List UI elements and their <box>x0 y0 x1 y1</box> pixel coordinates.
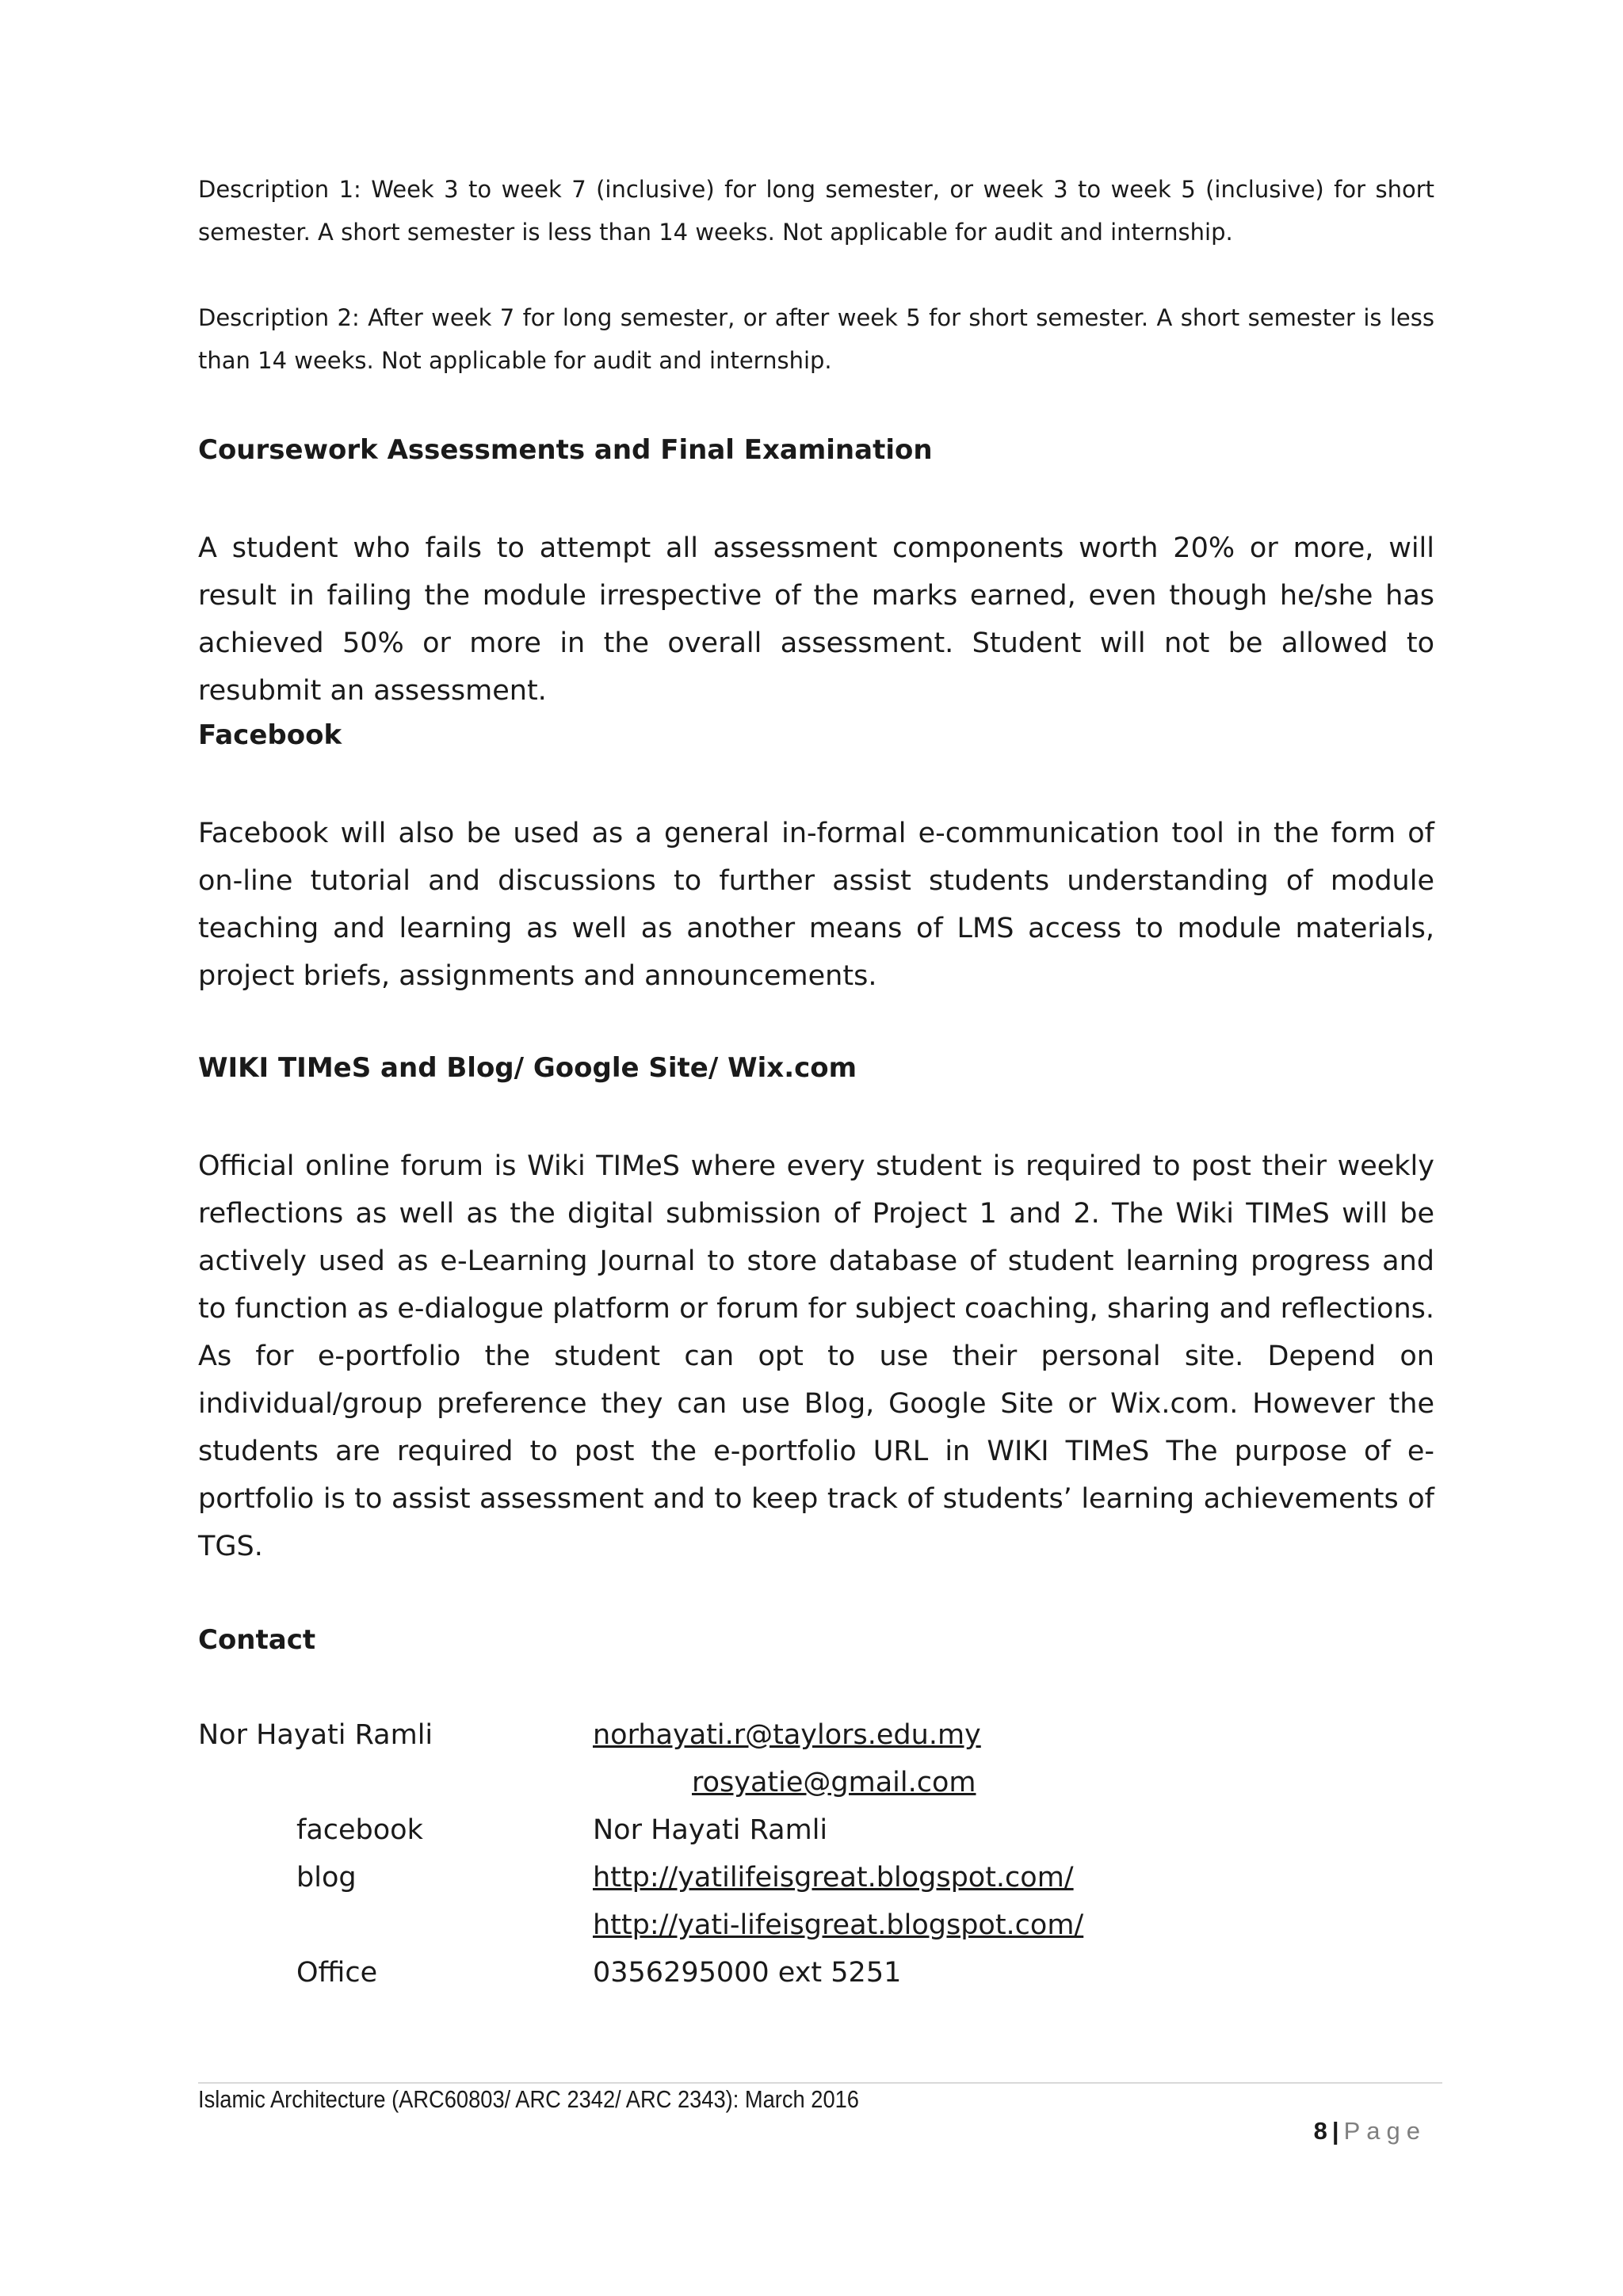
description-2: Description 2: After week 7 for long semester, or after week 5 for short semester. A short semester is less than 14 weeks. Not applicable for audit and internship. <box>198 304 1434 374</box>
description-1: Description 1: Week 3 to week 7 (inclusive) for long semester, or week 3 to week 5 (inclusive) for short semester. A short semester is less than 14 weeks. Not applicable for audit and internship. <box>198 176 1434 246</box>
footer-divider <box>198 2082 1442 2084</box>
page-number-value: 8 <box>1313 2117 1327 2145</box>
facebook-heading: Facebook <box>198 719 342 751</box>
email-link-taylors[interactable]: norhayati.r@taylors.edu.my <box>593 1719 981 1751</box>
contact-heading: Contact <box>198 1624 316 1656</box>
facebook-label: facebook <box>296 1814 423 1846</box>
contact-name: Nor Hayati Ramli <box>198 1719 433 1751</box>
email-link-gmail[interactable]: rosyatie@gmail.com <box>692 1767 976 1798</box>
office-phone: 0356295000 ext 5251 <box>593 1957 902 1989</box>
blog-link-1[interactable]: http://yatilifeisgreat.blogspot.com/ <box>593 1862 1074 1894</box>
footer-course-title: Islamic Architecture (ARC60803/ ARC 2342/ ARC 2343): March 2016 <box>198 2085 859 2113</box>
coursework-paragraph: A student who fails to attempt all assessment components worth 20% or more, will result in failing the module irrespective of the marks earned, even though he/she has achieved 50% or more in the overall assessment. Student will not be allowed to resubmit an assessment. <box>198 532 1434 707</box>
page-number <box>1314 2117 1426 2145</box>
office-label: Office <box>296 1957 378 1989</box>
wiki-paragraph: Official online forum is Wiki TIMeS where every student is required to post their weekly reflections as well as the digital submission of Project 1 and 2. The Wiki TIMeS will be actively used as e-Learning Journal to store database of student learning progress and to function as e-dialogue platform or forum for subject coaching, sharing and reflections. As for e-portfolio the student can opt to use their personal site. Depend on individual/group preference they can use Blog, Google Site or Wix.com. However the students are required to post the e-portfolio URL in WIKI TIMeS The purpose of e-portfolio is to assist assessment and to keep track of students’ learning achievements of TGS. <box>198 1150 1434 1562</box>
coursework-heading: Coursework Assessments and Final Examination <box>198 434 933 466</box>
wiki-heading: WIKI TIMeS and Blog/ Google Site/ Wix.com <box>198 1052 857 1084</box>
page-label: Page <box>1343 2117 1426 2145</box>
blog-link-2[interactable]: http://yati-lifeisgreat.blogspot.com/ <box>593 1909 1084 1941</box>
blog-label: blog <box>296 1862 357 1894</box>
facebook-value: Nor Hayati Ramli <box>593 1814 828 1846</box>
page-number-separator: | <box>1331 2117 1339 2145</box>
facebook-paragraph: Facebook will also be used as a general in-formal e-communication tool in the form of on-line tutorial and discussions to further assist students understanding of module teaching and learning as well as another means of LMS access to module materials, project briefs, assignments and announcements. <box>198 818 1434 992</box>
